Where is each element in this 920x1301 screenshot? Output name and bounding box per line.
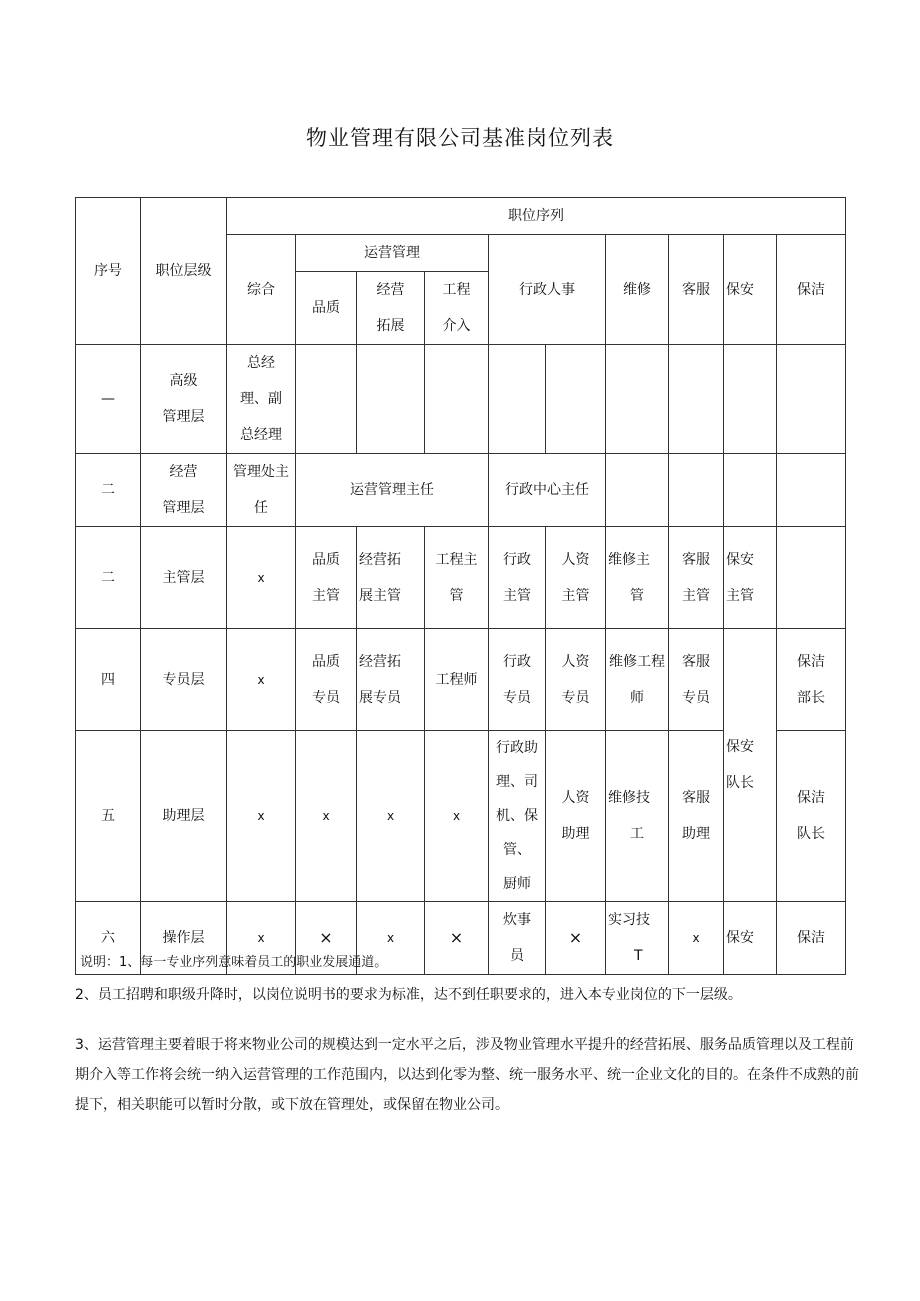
table-row: 六 操作层 x × x × 炊事 员 × 实习技 T x 保安 保洁 — [76, 902, 846, 975]
page-title: 物业管理有限公司基准岗位列表 — [306, 126, 614, 150]
header-weixiu: 维修 — [606, 235, 669, 345]
header-kefu: 客服 — [669, 235, 724, 345]
zonghe-cell: x — [227, 527, 296, 629]
note-1: 说明：1、每一专业序列意味着员工的职业发展通道。 — [80, 955, 388, 970]
header-baoan: 保安 — [724, 235, 777, 345]
note-3: 3、运营管理主要着眼于将来物业公司的规模达到一定水平之后，涉及物业管理水平提升的经营拓展、服务品质管理以及工程前期介入等工作将会统一纳入运营管理的工作范围内，以达到化零为整、统一服务水平、统一企业文化的目的。在条件不成熟的前提下，相关职能可以暂时分散，或下放在管理处，或保留在物业公司。 — [75, 1037, 859, 1113]
seq-cell: 五 — [76, 731, 141, 902]
seq-cell: 六 — [76, 902, 141, 975]
level-cell: 操作层 — [141, 902, 227, 975]
level-cell: 主管层 — [141, 527, 227, 629]
table-row: 二 主管层 x 品质 主管 经营拓 展主管 工程主 管 行政 主管 人资 主管 维修主 管 客服 主管 保安 主管 — [76, 527, 846, 629]
position-table — [75, 197, 846, 975]
table-row: 五 助理层 x x x x 行政助 理、司 机、保 管、 厨师 人资 助理 维修技 工 客服 助理 保洁 队长 — [76, 731, 846, 902]
seq-cell: — — [76, 345, 141, 454]
header-zonghe: 综合 — [227, 235, 296, 345]
header-pinzhi: 品质 — [296, 272, 357, 345]
zonghe-cell: 总经 理、副 总经理 — [227, 345, 296, 454]
zonghe-cell: x — [227, 629, 296, 731]
table-row: 四 专员层 x 品质 专员 经营拓 展专员 工程师 行政 专员 人资 专员 维修工程 师 客服 专员 保安 队长 保洁 部长 — [76, 629, 846, 731]
table-row — [76, 345, 846, 454]
header-level: 职位层级 — [141, 198, 227, 345]
table-row — [76, 454, 846, 527]
yunying-cell: 运营管理主任 — [296, 454, 489, 527]
header-xingzheng: 行政人事 — [489, 235, 606, 345]
level-cell: 经营 管理层 — [141, 454, 227, 527]
header-yunying: 运营管理 — [296, 235, 489, 272]
baoan-merged-cell: 保安 队长 — [724, 629, 777, 902]
seq-cell: 二 — [76, 527, 141, 629]
zonghe-cell: 管理处主 任 — [227, 454, 296, 527]
xingzheng-cell: 行政中心主任 — [489, 454, 606, 527]
level-cell: 专员层 — [141, 629, 227, 731]
header-gongcheng: 工程 介入 — [425, 272, 489, 345]
seq-cell: 四 — [76, 629, 141, 731]
note-2: 2、员工招聘和职级升降时，以岗位说明书的要求为标准，达不到任职要求的，进入本专业岗位的下一层级。 — [75, 987, 742, 1003]
level-cell: 助理层 — [141, 731, 227, 902]
header-seq: 序号 — [76, 198, 141, 345]
level-cell: 高级 管理层 — [141, 345, 227, 454]
header-jingying: 经营 拓展 — [357, 272, 425, 345]
header-series: 职位序列 — [227, 198, 846, 235]
seq-cell: 二 — [76, 454, 141, 527]
header-baojie: 保洁 — [777, 235, 846, 345]
